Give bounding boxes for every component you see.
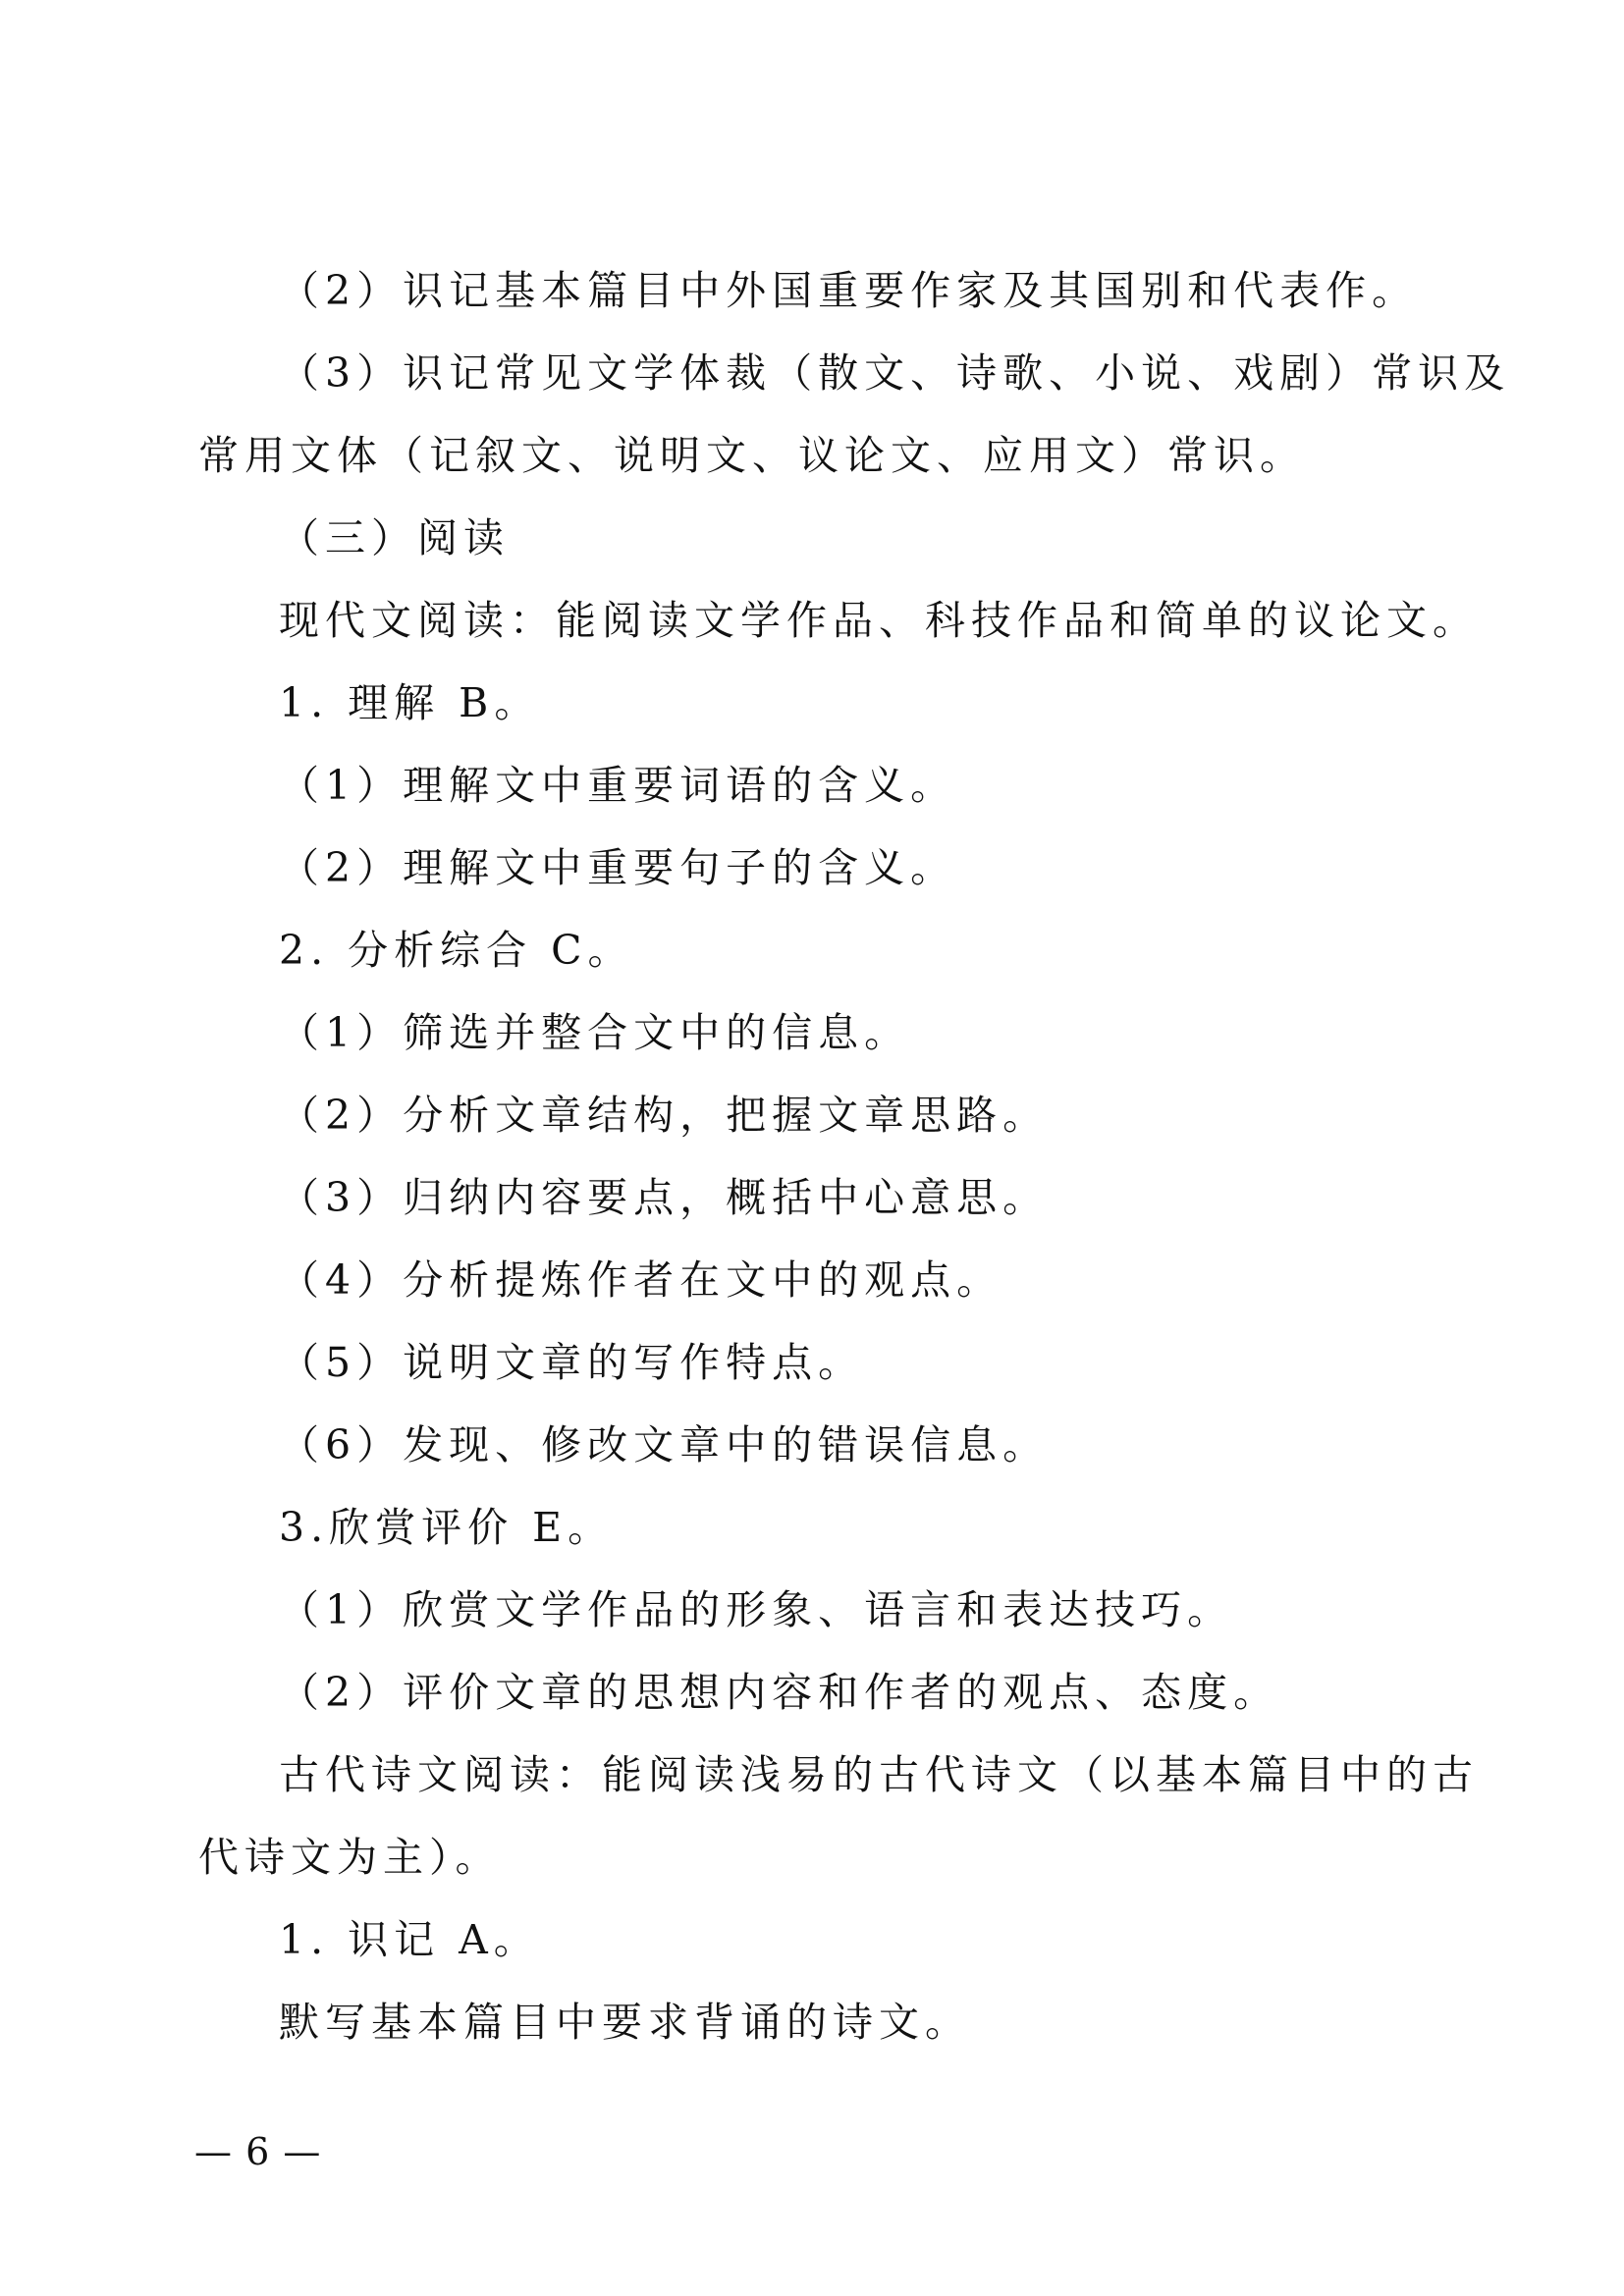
text-line: （4）分析提炼作者在文中的观点。: [279, 1256, 1003, 1304]
text-line: （2）识记基本篇目中外国重要作家及其国别和代表作。: [279, 267, 1419, 314]
text-line: 常用文体（记叙文、说明文、议论文、应用文）常识。: [198, 432, 1306, 479]
text-line: 默写基本篇目中要求背诵的诗文。: [279, 1999, 971, 2046]
text-line: （6）发现、修改文章中的错误信息。: [279, 1421, 1050, 1468]
text-line: （2）分析文章结构，把握文章思路。: [279, 1092, 1050, 1139]
subheading: 2. 分析综合 C。: [279, 927, 634, 974]
text-line: （3）归纳内容要点，概括中心意思。: [279, 1174, 1050, 1221]
text-line: （3）识记常见文学体裁（散文、诗歌、小说、戏剧）常识及: [279, 349, 1511, 397]
text-line: （5）说明文章的写作特点。: [279, 1339, 865, 1386]
section-heading: （三）阅读: [279, 514, 510, 561]
subheading: 1. 识记 A。: [279, 1916, 540, 1963]
text-line: （1）欣赏文学作品的形象、语言和表达技巧。: [279, 1586, 1234, 1633]
text-line: 现代文阅读：能阅读文学作品、科技作品和简单的议论文。: [279, 597, 1479, 644]
text-line: 代诗文为主）。: [198, 1834, 502, 1881]
subheading: 3.欣赏评价 E。: [279, 1504, 615, 1551]
text-line: （2）理解文中重要句子的含义。: [279, 844, 957, 891]
text-line: （1）筛选并整合文中的信息。: [279, 1009, 911, 1056]
text-line: （2）评价文章的思想内容和作者的观点、态度。: [279, 1669, 1280, 1716]
page-number: — 6 —: [194, 2130, 322, 2173]
subheading: 1. 理解 B。: [279, 679, 541, 726]
document-body: [198, 249, 1511, 2063]
text-line: （1）理解文中重要词语的含义。: [279, 762, 957, 809]
text-line: 古代诗文阅读：能阅读浅易的古代诗文（以基本篇目中的古: [279, 1751, 1479, 1798]
